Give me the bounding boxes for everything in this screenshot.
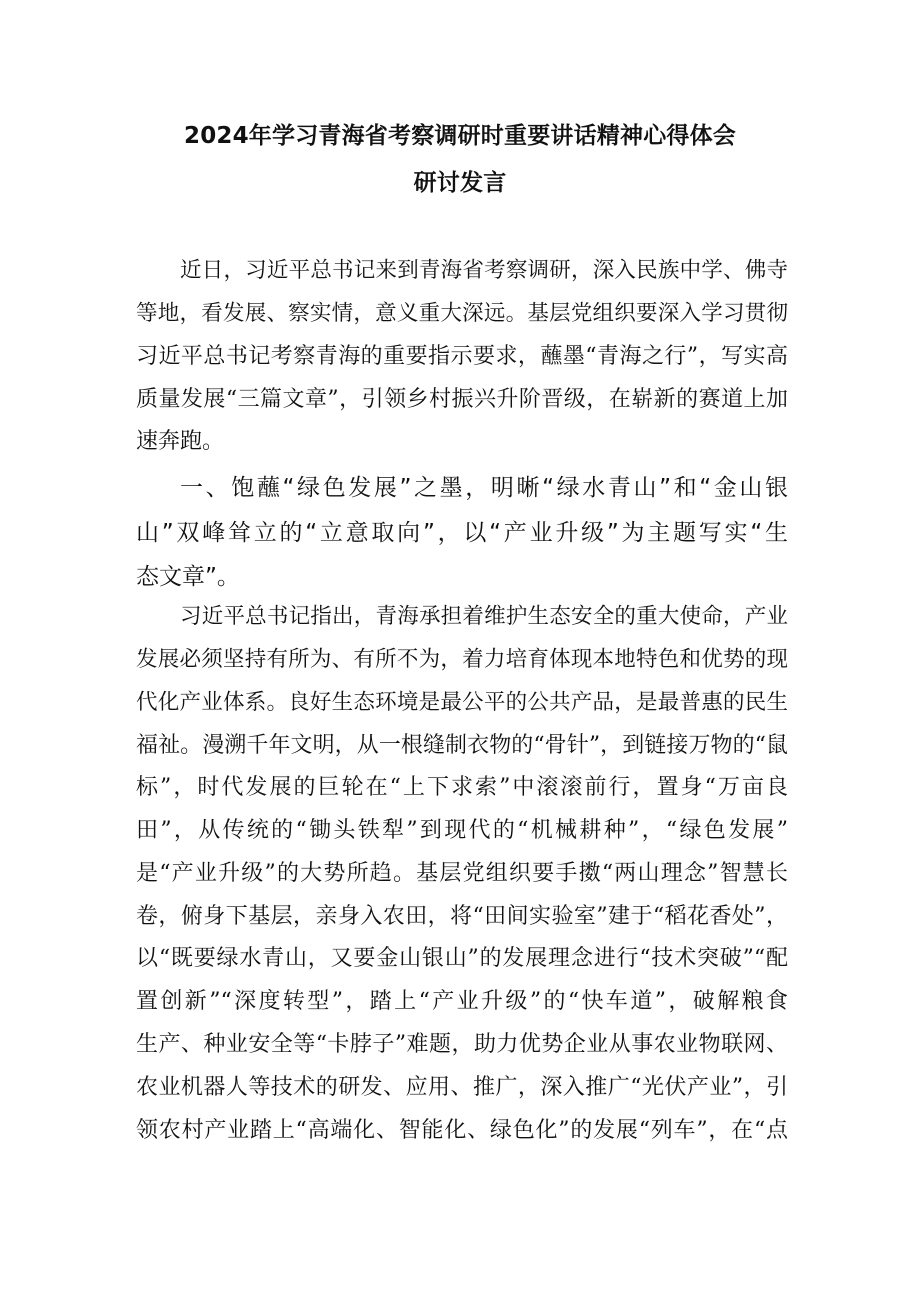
text-line: 卷，俯身下基层，亲身入农田，将“田间实验室”建于“稻花香处”，	[136, 904, 788, 929]
text-line: 置创新”“深度转型”，踏上“产业升级”的“快车道”，破解粮食	[136, 989, 788, 1014]
text-line: 农业机器人等技术的研发、应用、推广，深入推广“光伏产业”，引	[136, 1075, 788, 1100]
text-line: 发展必须坚持有所为、有所不为，着力培育体现本地特色和优势的现	[136, 647, 788, 672]
heading-line: 态文章”。	[136, 564, 240, 590]
document-title: 2024年学习青海省考察调研时重要讲话精神心得体会	[183, 123, 736, 149]
text-line: 速奔跑。	[136, 429, 225, 454]
text-line: 领农村产业踏上“高端化、智能化、绿色化”的发展“列车”，在“点	[136, 1118, 788, 1143]
text-line: 标”，时代发展的巨轮在“上下求索”中滚滚前行，置身“万亩良	[136, 775, 788, 800]
text-line: 习近平总书记指出，青海承担着维护生态安全的重大使命，产业	[180, 604, 788, 629]
document-subtitle: 研讨发言	[413, 170, 507, 196]
heading-line: 一、饱蘸“绿色发展”之墨，明晰“绿水青山”和“金山银	[180, 475, 788, 501]
heading-line: 山”双峰耸立的“立意取向”，以“产业升级”为主题写实“生	[136, 520, 788, 546]
text-line: 是“产业升级”的大势所趋。基层党组织要手擞“两山理念”智慧长	[136, 861, 788, 886]
text-line: 近日，习近平总书记来到青海省考察调研，深入民族中学、佛寺	[180, 258, 788, 283]
text-line: 代化产业体系。良好生态环境是最公平的公共产品，是最普惠的民生	[136, 690, 788, 715]
text-line: 习近平总书记考察青海的重要指示要求，蘸墨“青海之行”，写实高	[136, 344, 788, 369]
text-line: 生产、种业安全等“卡脖子”难题，助力优势企业从事农业物联网、	[136, 1032, 788, 1057]
text-line: 田”，从传统的“锄头铁犁”到现代的“机械耕种”，“绿色发展”	[136, 818, 788, 843]
text-line: 以“既要绿水青山，又要金山银山”的发展理念进行“技术突破”“配	[136, 946, 788, 971]
text-line: 福祉。漫溯千年文明，从一根缝制衣物的“骨针”，到链接万物的“鼠	[136, 733, 788, 758]
text-line: 质量发展“三篇文章”，引领乡村振兴升阶晋级，在崭新的赛道上加	[136, 387, 788, 412]
text-line: 等地，看发展、察实情，意义重大深远。基层党组织要深入学习贯彻	[136, 301, 788, 326]
